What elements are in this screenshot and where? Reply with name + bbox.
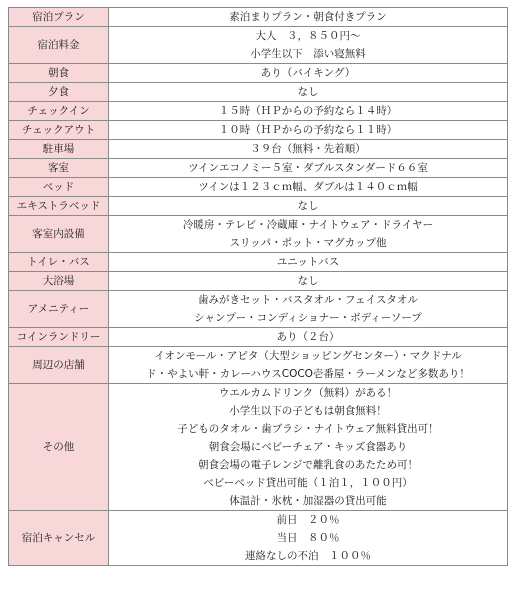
value-line: あり（２台） <box>276 331 340 343</box>
value-line: 大人 ３，８５０円〜 <box>255 30 361 42</box>
row-label: 朝食 <box>9 64 109 83</box>
value-line: スリッパ・ポット・マグカップ他 <box>229 237 387 249</box>
value-line: 小学生以下 添い寝無料 <box>250 48 366 60</box>
value-line: ツインエコノミー５室・ダブルスタンダード６６室 <box>188 162 428 174</box>
value-line: 朝食会場の電子レンジで離乳食のあたため可！ <box>198 459 418 471</box>
table-row <box>9 328 508 347</box>
table-row <box>9 64 508 83</box>
row-value <box>109 197 508 216</box>
value-line: なし <box>297 86 319 98</box>
row-value <box>109 83 508 102</box>
value-line: 歯みがきセット・バスタオル・フェイスタオル <box>198 294 418 306</box>
value-line: １０時（ＨＰからの予約なら１１時） <box>218 124 398 136</box>
row-label: エキストラベッド <box>9 197 109 216</box>
value-line: 素泊まりプラン・朝食付きプラン <box>229 11 387 23</box>
row-label: 大浴場 <box>9 272 109 291</box>
table-row <box>9 27 508 64</box>
row-label: チェックアウト <box>9 121 109 140</box>
value-line: 当日 ８０％ <box>276 532 340 544</box>
row-label: 宿泊料金 <box>9 27 109 64</box>
table-row <box>9 291 508 328</box>
row-label: アメニティー <box>9 291 109 328</box>
row-label: コインランドリー <box>9 328 109 347</box>
row-value <box>109 347 508 384</box>
row-label: ベッド <box>9 178 109 197</box>
table-row <box>9 347 508 384</box>
table-row <box>9 216 508 253</box>
value-line: ツインは１２３ｃｍ幅、ダブルは１４０ｃｍ幅 <box>198 181 418 193</box>
row-label: 周辺の店舗 <box>9 347 109 384</box>
value-line: 子どものタオル・歯ブラシ・ナイトウェア無料貸出可！ <box>177 423 439 435</box>
value-line: 小学生以下の子どもは朝食無料！ <box>229 405 387 417</box>
value-line: 連絡なしの不泊 １００％ <box>245 550 371 562</box>
value-line: 朝食会場にベビーチェア・キッズ食器あり <box>208 441 408 453</box>
row-value <box>109 178 508 197</box>
table-row <box>9 102 508 121</box>
row-value <box>109 291 508 328</box>
row-label: 夕食 <box>9 83 109 102</box>
value-line: イオンモール・アピタ（大型ショッピングセンター）・マクドナル <box>154 350 462 362</box>
row-value <box>109 121 508 140</box>
row-label: チェックイン <box>9 102 109 121</box>
row-value <box>109 8 508 27</box>
row-label: トイレ・バス <box>9 253 109 272</box>
value-line: 前日 ２０％ <box>276 514 340 526</box>
table-row <box>9 197 508 216</box>
row-value <box>109 272 508 291</box>
table-row <box>9 8 508 27</box>
row-value <box>109 27 508 64</box>
value-line: ウエルカムドリンク（無料）がある！ <box>218 387 398 399</box>
value-line: １５時（ＨＰからの予約なら１４時） <box>218 105 398 117</box>
table-row <box>9 272 508 291</box>
value-line: なし <box>297 200 319 212</box>
row-label: 客室内設備 <box>9 216 109 253</box>
row-label: 宿泊キャンセル <box>9 511 109 566</box>
row-label: 宿泊プラン <box>9 8 109 27</box>
value-line: ３９台（無料・先着順） <box>250 143 366 155</box>
row-value <box>109 102 508 121</box>
value-line: ベビーベッド貸出可能（１泊１，１００円） <box>203 477 413 489</box>
row-value <box>109 253 508 272</box>
value-line: なし <box>297 275 319 287</box>
hotel-info-table <box>8 7 508 566</box>
row-value <box>109 159 508 178</box>
row-value <box>109 511 508 566</box>
row-value <box>109 384 508 511</box>
value-line: ド・やよい軒・カレーハウスCOCO壱番屋・ラーメンなど多数あり！ <box>146 368 470 380</box>
table-row <box>9 159 508 178</box>
value-line: 体温計・氷枕・加湿器の貸出可能 <box>229 495 387 507</box>
table-row <box>9 140 508 159</box>
table-row <box>9 253 508 272</box>
value-line: ユニットバス <box>276 256 340 268</box>
table-row <box>9 178 508 197</box>
value-line: あり（バイキング） <box>260 67 356 79</box>
table-row <box>9 384 508 511</box>
row-value <box>109 64 508 83</box>
table-row <box>9 121 508 140</box>
row-value <box>109 328 508 347</box>
value-line: 冷暖房・テレビ・冷蔵庫・ナイトウェア・ドライヤー <box>182 219 434 231</box>
row-value <box>109 140 508 159</box>
table-row <box>9 83 508 102</box>
table-row <box>9 511 508 566</box>
row-label: 客室 <box>9 159 109 178</box>
row-label: その他 <box>9 384 109 511</box>
value-line: シャンプー・コンディショナー・ボディーソープ <box>194 312 422 324</box>
row-label: 駐車場 <box>9 140 109 159</box>
row-value <box>109 216 508 253</box>
